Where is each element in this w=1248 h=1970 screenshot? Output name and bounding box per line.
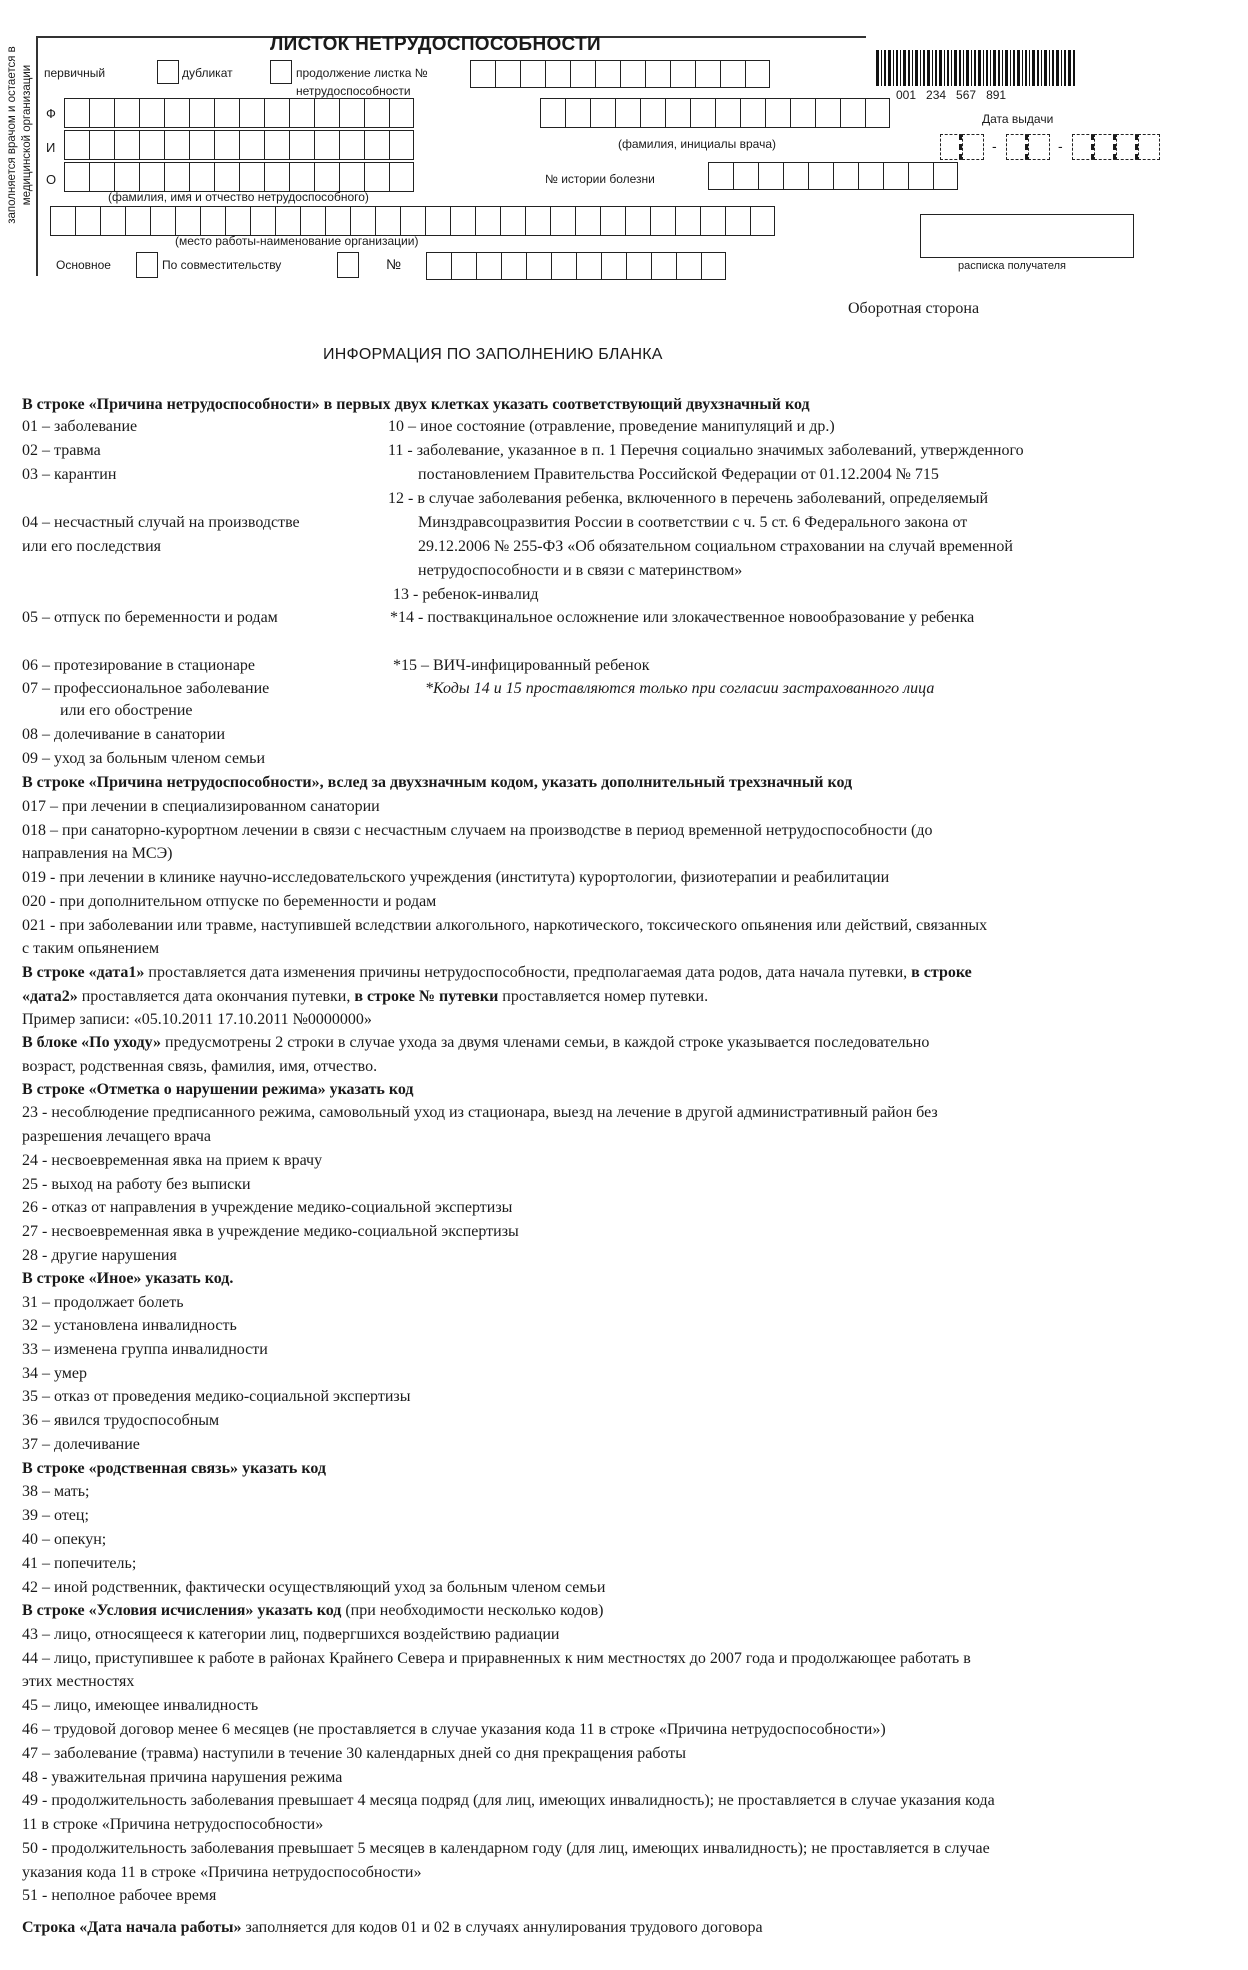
barcode xyxy=(876,50,1076,86)
primary-label: первичный xyxy=(44,66,106,80)
continuation-label-2: нетрудоспособности xyxy=(296,84,411,98)
reverse-side-label: Оборотная сторона xyxy=(848,300,980,317)
conditions-header xyxy=(22,1600,603,1622)
code-35: 35 – отказ от проведения медико-социальной экспертизы xyxy=(22,1388,411,1405)
code-43: 43 – лицо, относящееся к категории лиц, подвергшихся воздействию радиации xyxy=(22,1626,560,1643)
code-31: 31 – продолжает болеть xyxy=(22,1294,184,1311)
code-07: 07 – профессиональное заболевание xyxy=(22,680,270,697)
code-49-cont: 11 в строке «Причина нетрудоспособности» xyxy=(22,1816,324,1833)
code-28: 28 - другие нарушения xyxy=(22,1247,177,1264)
dates-bold-3: «дата2» xyxy=(22,988,78,1005)
issue-month-cells[interactable] xyxy=(1006,134,1050,160)
dates-text-3: проставляется номер путевки. xyxy=(498,988,709,1005)
violations-header: В строке «Отметка о нарушении режима» указать код xyxy=(22,1081,414,1098)
doctor-label: (фамилия, инициалы врача) xyxy=(618,137,776,151)
date-separator-1: - xyxy=(992,138,997,154)
receipt-box[interactable] xyxy=(920,214,1134,258)
code-46: 46 – трудовой договор менее 6 месяцев (не проставляется в случае указания кода 11 в строке «Причина нетрудоспособности») xyxy=(22,1721,886,1738)
code-04-cont: или его последствия xyxy=(22,538,162,555)
code-38: 38 – мать; xyxy=(22,1483,90,1500)
code-10: 10 – иное состояние (отравление, проведение манипуляций и др.) xyxy=(388,418,835,435)
code-03: 03 – карантин xyxy=(22,466,117,483)
block2-header: В строке «Причина нетрудоспособности», вслед за двухзначным кодом, указать дополнительный трехзначный код xyxy=(22,774,853,791)
code-14: *14 - поствакцинальное осложнение или злокачественное новообразование у ребенка xyxy=(390,609,975,626)
workplace-label: (место работы-наименование организации) xyxy=(175,234,419,248)
person-label: (фамилия, имя и отчество нетрудоспособного) xyxy=(108,190,369,204)
code-23: 23 - несоблюдение предписанного режима, самовольный уход из стационара, выезд на лечение в другой административный район без xyxy=(22,1104,938,1121)
code-44-cont: этих местностях xyxy=(22,1673,135,1690)
code-40: 40 – опекун; xyxy=(22,1531,107,1548)
dates-example: Пример записи: «05.10.2011 17.10.2011 №0000000» xyxy=(22,1011,372,1028)
code-50-cont: указания кода 11 в строке «Причина нетрудоспособности» xyxy=(22,1864,422,1881)
code-017: 017 – при лечении в специализированном санатории xyxy=(22,798,380,815)
relation-bold: В строке «родственная связь» xyxy=(22,1460,239,1477)
main-job-checkbox[interactable] xyxy=(136,252,158,278)
care-bold: В блоке «По уходу» xyxy=(22,1034,162,1051)
continuation-label: продолжение листка № xyxy=(296,66,428,80)
codes-14-15-note: *Коды 14 и 15 проставляются только при согласии застрахованного лица xyxy=(425,680,935,697)
doctor-cells[interactable] xyxy=(540,98,890,128)
code-27: 27 - несвоевременная явка в учреждение медико-социальной экспертизы xyxy=(22,1223,519,1240)
code-06: 06 – протезирование в стационаре xyxy=(22,657,256,674)
care-line-1 xyxy=(22,1032,929,1054)
code-09: 09 – уход за больным членом семьи xyxy=(22,750,266,767)
history-no-cells[interactable] xyxy=(708,162,958,190)
conditions-bold: В строке «Условия исчисления» указать код xyxy=(22,1602,342,1619)
main-job-label: Основное xyxy=(56,258,111,272)
code-12-cont-3: нетрудоспособности и в связи с материнством» xyxy=(418,562,743,579)
code-44: 44 – лицо, приступившее к работе в районах Крайнего Севера и приравненных к ним местностях до 2007 года и продолжающее работать в xyxy=(22,1650,971,1667)
other-header: В строке «Иное» указать код. xyxy=(22,1270,234,1287)
conditions-text: (при необходимости несколько кодов) xyxy=(341,1602,604,1619)
code-42: 42 – иной родственник, фактически осуществляющий уход за больным членом семьи xyxy=(22,1579,606,1596)
job-number-cells[interactable] xyxy=(426,252,726,280)
code-021: 021 - при заболевании или травме, наступившей вследствии алкогольного, наркотического, токсического опьянения или действий, связанных xyxy=(22,917,988,934)
code-05: 05 – отпуск по беременности и родам xyxy=(22,609,278,626)
side-divider xyxy=(36,36,38,276)
side-label-line-1: заполняется врачом и остается в xyxy=(6,46,18,224)
code-04: 04 – несчастный случай на производстве xyxy=(22,514,300,531)
history-no-label: № истории болезни xyxy=(545,172,655,186)
continuation-number-cells[interactable] xyxy=(470,60,770,88)
care-text: предусмотрены 2 строки в случае ухода за двумя членами семьи, в каждой строке указывается последовательно xyxy=(161,1034,930,1051)
code-39: 39 – отец; xyxy=(22,1507,89,1524)
info-title: ИНФОРМАЦИЯ ПО ЗАПОЛНЕНИЮ БЛАНКА xyxy=(323,346,663,363)
duplicate-label: дубликат xyxy=(182,66,233,80)
dates-paragraph-line-2 xyxy=(22,986,708,1008)
issue-day-cells[interactable] xyxy=(940,134,984,160)
code-51: 51 - неполное рабочее время xyxy=(22,1887,217,1904)
start-date-line xyxy=(22,1917,763,1939)
code-25: 25 - выход на работу без выписки xyxy=(22,1176,251,1193)
code-12-cont-2: 29.12.2006 № 255-ФЗ «Об обязательном социальном страховании на случай временной xyxy=(418,538,1013,555)
patronymic-cells[interactable] xyxy=(64,162,414,192)
i-label: И xyxy=(46,140,56,155)
code-48: 48 - уважительная причина нарушения режима xyxy=(22,1769,343,1786)
dates-bold-4: в строке № путевки xyxy=(354,988,499,1005)
start-date-bold: Строка «Дата начала работы» xyxy=(22,1919,242,1936)
name-cells[interactable] xyxy=(64,130,414,160)
o-label: О xyxy=(46,172,57,187)
code-08: 08 – долечивание в санатории xyxy=(22,726,226,743)
code-24: 24 - несвоевременная явка на прием к врачу xyxy=(22,1152,323,1169)
code-07-cont: или его обострение xyxy=(60,702,193,719)
dates-text-1: проставляется дата изменения причины нетрудоспособности, предполагаемая дата родов, дата начала путевки, xyxy=(144,964,912,981)
code-12-cont-1: Минздравсоцразвития России в соответствии с ч. 5 ст. 6 Федерального закона от xyxy=(418,514,968,531)
code-018-cont: направления на МСЭ) xyxy=(22,845,173,862)
code-33: 33 – изменена группа инвалидности xyxy=(22,1341,268,1358)
code-47: 47 – заболевание (травма) наступили в течение 30 календарных дней со дня прекращения работы xyxy=(22,1745,687,1762)
continuation-checkbox[interactable] xyxy=(270,60,292,84)
dates-bold-1: В строке «дата1» xyxy=(22,964,145,981)
code-36: 36 – явился трудоспособным xyxy=(22,1412,220,1429)
block1-header: В строке «Причина нетрудоспособности» в первых двух клетках указать соответствующий двухзначный код xyxy=(22,396,810,413)
start-date-text: заполняется для кодов 01 и 02 в случаях аннулирования трудового договора xyxy=(241,1919,763,1936)
form-title: ЛИСТОК НЕТРУДОСПОСОБНОСТИ xyxy=(270,34,601,55)
barcode-number: 001 234 567 891 xyxy=(896,88,1007,102)
code-018: 018 – при санаторно-курортном лечении в связи с несчастным случаем на производстве в период временной нетрудоспособности (до xyxy=(22,822,933,839)
duplicate-checkbox[interactable] xyxy=(157,60,179,84)
code-15: *15 – ВИЧ-инфицированный ребенок xyxy=(393,657,650,674)
dates-bold-2: в строке xyxy=(911,964,972,981)
code-019: 019 - при лечении в клинике научно-исследовательского учреждения (института) курортологии, физиотерапии и реабилитации xyxy=(22,869,890,886)
code-32: 32 – установлена инвалидность xyxy=(22,1317,237,1334)
code-01: 01 – заболевание xyxy=(22,418,138,435)
part-time-checkbox[interactable] xyxy=(337,252,359,278)
code-41: 41 – попечитель; xyxy=(22,1555,137,1572)
code-021-cont: с таким опьянением xyxy=(22,940,160,957)
code-37: 37 – долечивание xyxy=(22,1436,140,1453)
relation-text: указать код xyxy=(238,1460,327,1477)
code-12: 12 - в случае заболевания ребенка, включенного в перечень заболеваний, определяемый xyxy=(388,490,989,507)
date-separator-2: - xyxy=(1058,138,1063,154)
dates-text-2: проставляется дата окончания путевки, xyxy=(77,988,355,1005)
f-label: Ф xyxy=(46,106,56,121)
workplace-cells[interactable] xyxy=(50,206,775,236)
receipt-label: расписка получателя xyxy=(958,260,1066,272)
code-45: 45 – лицо, имеющее инвалидность xyxy=(22,1697,259,1714)
issue-date-label: Дата выдачи xyxy=(982,112,1054,126)
dates-paragraph-line-1 xyxy=(22,962,972,984)
side-label-line-2: медицинской организации xyxy=(21,64,33,206)
side-label xyxy=(5,35,39,235)
relation-header xyxy=(22,1458,326,1480)
issue-year-cells[interactable] xyxy=(1072,134,1160,160)
code-11-cont: постановлением Правительства Российской Федерации от 01.12.2004 № 715 xyxy=(418,466,939,483)
surname-cells[interactable] xyxy=(64,98,414,128)
care-line-2: возраст, родственная связь, фамилия, имя, отчество. xyxy=(22,1058,378,1075)
code-11: 11 - заболевание, указанное в п. 1 Перечня социально значимых заболеваний, утвержденного xyxy=(388,442,1024,459)
job-number-label: № xyxy=(386,256,402,272)
code-020: 020 - при дополнительном отпуске по беременности и родам xyxy=(22,893,437,910)
code-13: 13 - ребенок-инвалид xyxy=(393,586,539,603)
code-23-cont: разрешения лечащего врача xyxy=(22,1128,212,1145)
code-26: 26 - отказ от направления в учреждение медико-социальной экспертизы xyxy=(22,1199,513,1216)
code-34: 34 – умер xyxy=(22,1365,88,1382)
code-50: 50 - продолжительность заболевания превышает 5 месяцев в календарном году (для лиц, имеющих инвалидность); не проставляется в случае xyxy=(22,1840,990,1857)
code-49: 49 - продолжительность заболевания превышает 4 месяца подряд (для лиц, имеющих инвалидность); не проставляется в случае указания кода xyxy=(22,1792,995,1809)
part-time-label: По совместительству xyxy=(162,258,282,272)
code-02: 02 – травма xyxy=(22,442,101,459)
